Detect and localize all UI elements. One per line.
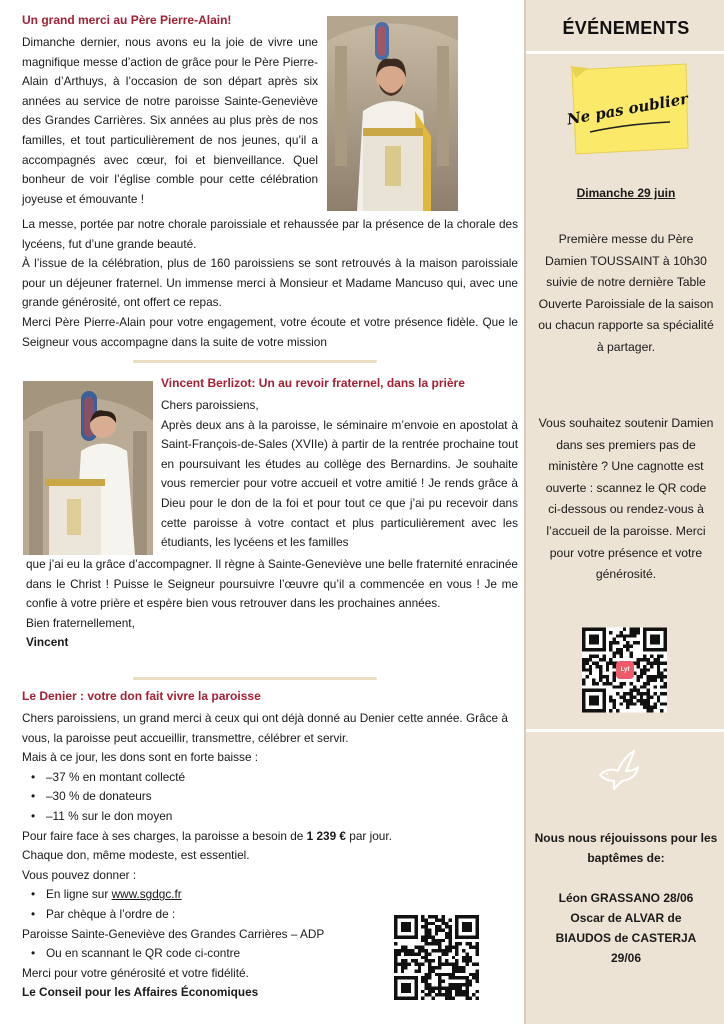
section-title-vincent: Vincent Berlizot: Un au revoir fraternel, dans la prière [161,376,465,390]
list-item: • –37 % en montant collecté [22,768,518,788]
online-prefix: En ligne sur [46,887,112,902]
list-item-cheque: • Par chèque à l’ordre de : [22,905,518,925]
event-description: Première messe du Père Damien TOUSSAINT à 10h30 suivie de notre dernière Table Ouverte Paroissiale de la saison ou chacun rapporte sa spécialité à partager. [538,232,714,354]
divider [133,360,377,363]
divider [526,729,724,732]
support-text: Vous souhaitez soutenir Damien dans ses premiers pas de ministère ? Une cagnotte est ouverte : scannez le QR code ci-dessous ou rendez-vous à l’accueil de la paroisse. Merci pour votre présence et votre générosité. [538,416,714,582]
need-before: Pour faire face à ses charges, la paroisse a besoin de [22,828,307,843]
denier-how-to: Vous pouvez donner : [22,867,137,882]
denier-every-gift: Chaque don, même modeste, est essentiel. [22,848,250,863]
denier-payee: Paroisse Sainte-Geneviève des Grandes Carrières – ADP [22,926,325,941]
baptism-intro: Nous nous réjouissons pour les baptêmes de: [534,831,718,865]
denier-decline-intro: Mais à ce jour, les dons sont en forte baisse : [22,750,259,765]
section-title-pierre-alain: Un grand merci au Père Pierre-Alain! [22,13,232,27]
section-title-denier: Le Denier : votre don fait vivre la paroisse [22,689,261,703]
baptism-1: Léon GRASSANO 28/06 [558,891,694,905]
vincent-intro [161,396,518,553]
denier-daily-need [22,827,518,847]
divider [133,677,377,680]
vincent-signature: Vincent [26,635,69,650]
event-date: Dimanche 29 juin [576,186,676,200]
baptism-list [526,888,724,968]
qr-code-icon[interactable] [394,914,479,1001]
pierre-alain-para-thanks: Merci Père Pierre-Alain pour votre engagement, votre écoute et votre présence fidèle. Que le Seigneur vous accompagne dans la suite de votre mission [22,314,518,349]
pierre-alain-para-choir: La messe, portée par notre chorale paroissiale et rehaussée par la présence de la chorale des lycéens, fut d’une grande beauté. [22,217,518,251]
pierre-alain-intro-text: Dimanche dernier, nous avons eu la joie de vivre une magnifique messe d’action de grâce pour le Père Pierre-Alain d’Arthuys, à l’occasion de son départ après six années au service de notre paroisse Sainte-Geneviève des Grandes Carrières. Six années au plus près de nos familles, et tout particulièrement de nos jeunes, qu’il a accompagnés avec cœur, foi et bienveillance. Quel bonheur de voir l’église comble pour cette célébration joyeuse et émouvante ! [22,35,318,206]
pierre-alain-body [22,215,518,352]
photo-pere-pierre-alain [327,16,458,211]
denier-signature: Le Conseil pour les Affaires Économiques [22,985,259,1000]
denier-intro: Chers paroissiens, un grand merci à ceux qui ont déjà donné au Denier cette année. Grâce à vous, la paroisse peut accueillir, transmettre, célébrer et servir. [22,711,508,745]
qr-badge: Lyf [616,661,634,679]
dove-icon [594,745,644,795]
events-sidebar [524,0,724,1024]
sticky-note-icon [566,62,690,156]
vincent-text-wide: que j’ai eu la grâce d’accompagner. Il règne à Sainte-Geneviève une belle fraternité enracinée dans le Christ ! Puisse le Seigneur poursuivre l’œuvre qu’il a commencée en vous ! Je me confie à votre prière et espère bien vous retrouver dans les prochaines années. [26,557,518,611]
vincent-closing: Bien fraternellement, [26,615,135,630]
list-item: • –30 % de donateurs [22,787,518,807]
divider [526,51,724,54]
need-amount: 1 239 € [306,828,346,843]
denier-thanks: Merci pour votre générosité et votre fidélité. [22,965,249,980]
list-item-qr: • Ou en scannant le QR code ci-contre [22,944,518,964]
pierre-alain-para-lunch: À l’issue de la célébration, plus de 160 paroissiens se sont retrouvés à la maison paroissiale pour un déjeuner fraternel. Un immense merci à Monsieur et Madame Mancuso qui, avec une grande générosité, ont offert ce repas. [22,256,518,310]
vincent-continuation [26,555,518,653]
vincent-greeting: Chers paroissiens, [161,398,259,412]
sidebar-title: ÉVÉNEMENTS [562,18,690,38]
sticky-note-text: Ne pas oublier [566,89,690,129]
need-after: par jour. [345,828,392,843]
vincent-text-narrow: Après deux ans à la paroisse, le séminaire m’envoie en apostolat à Saint-François-de-Sales (XVIIe) à partir de la rentrée prochaine tout en poursuivant les études au collège des Bernardins. Je souhaite vous remercier pour votre accueil et votre amitié ! Je rends grâce à Dieu pour le don de la foi et pour tout ce que j’ai pu recevoir dans cette paroisse à votre contact et plus particulièrement avec les étudiants, les lycéens et les familles [161,417,518,550]
list-item: • –11 % sur le don moyen [22,807,518,827]
baptism-2: Oscar de ALVAR de BIAUDOS de CASTERJA 29/06 [555,911,697,965]
website-link[interactable]: www.sgdgc.fr [111,887,182,902]
photo-vincent-berlizot [23,381,153,555]
list-item-online [22,885,518,905]
